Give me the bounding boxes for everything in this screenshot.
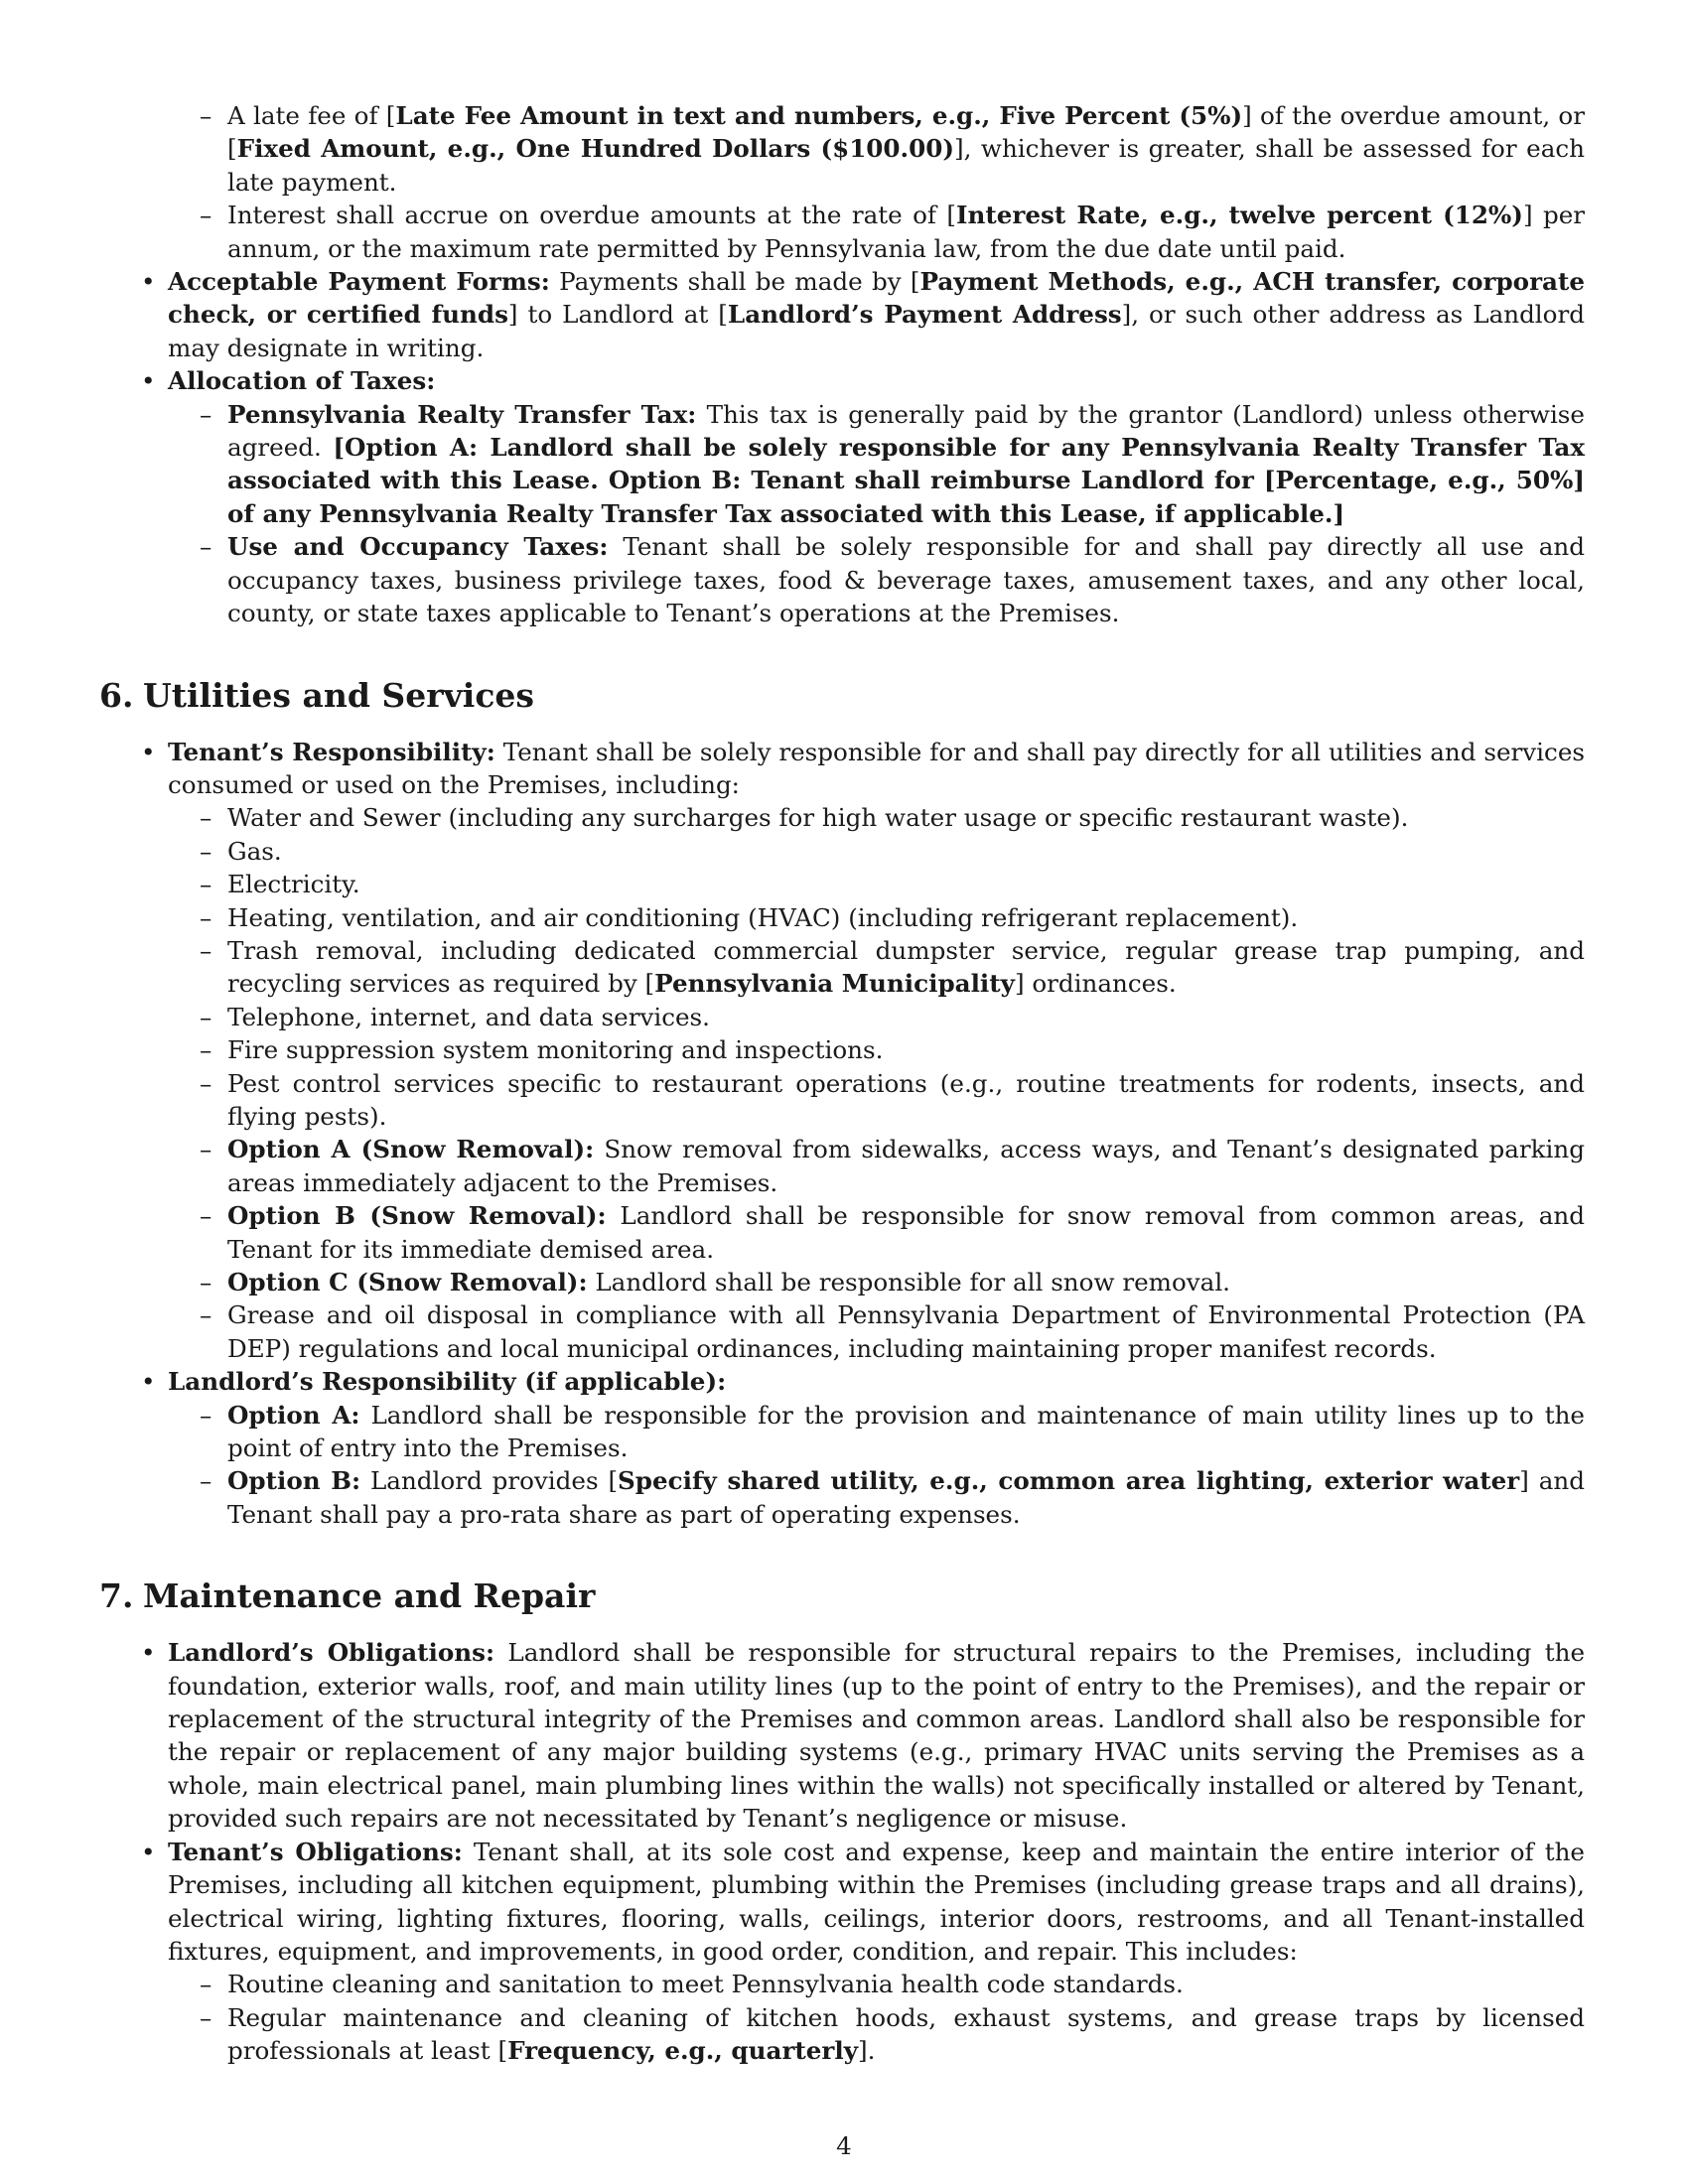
landlord-utilities-sublist	[0, 1399, 1688, 1532]
list-item: – Option B: Landlord provides [Specify shared utility, e.g., common area lighting, exterior water] and Tenant shall pay a pro-rata share as part of operating expenses.	[227, 1464, 1585, 1531]
tenant-responsibility-item: • Tenant’s Responsibility: Tenant shall be solely responsible for and shall pay directly for all utilities and services consumed or used on the Premises, including:	[168, 736, 1585, 802]
list-item: – Option B (Snow Removal): Landlord shall be responsible for snow removal from common areas, and Tenant for its immediate demised area.	[227, 1199, 1585, 1266]
transfer-tax-item: – Pennsylvania Realty Transfer Tax: This tax is generally paid by the grantor (Landlord) unless otherwise agreed. [Option A: Landlord shall be solely responsible for any Pennsylvania Realty Transfer Tax associated with this Lease. Option B: Tenant shall reimburse Landlord for [Percentage, e.g., 50%] of any Pennsylvania Realty Transfer Tax associated with this Lease, if applicable.]	[227, 398, 1585, 531]
list-item: – Trash removal, including dedicated commercial dumpster service, regular grease trap pumping, and recycling services as required by [Pennsylvania Municipality] ordinances.	[227, 934, 1585, 1001]
list-item: – Telephone, internet, and data services.	[227, 1001, 1585, 1033]
use-occupancy-tax-item: – Use and Occupancy Taxes: Tenant shall be solely responsible for and shall pay directly all use and occupancy taxes, business privilege taxes, food & beverage taxes, amusement taxes, and any other local, county, or state taxes applicable to Tenant’s operations at the Premises.	[227, 530, 1585, 629]
list-item: – Routine cleaning and sanitation to meet Pennsylvania health code standards.	[227, 1968, 1585, 2000]
landlord-responsibility-item: • Landlord’s Responsibility (if applicable):	[168, 1365, 1585, 1398]
list-item: – Option A (Snow Removal): Snow removal from sidewalks, access ways, and Tenant’s designated parking areas immediately adjacent to the Premises.	[227, 1133, 1585, 1199]
list-item: – Electricity.	[227, 868, 1585, 900]
payment-tax-list	[0, 265, 1688, 398]
section-7-list	[0, 1636, 1688, 1968]
list-item: – Grease and oil disposal in compliance with all Pennsylvania Department of Environmental Protection (PA DEP) regulations and local municipal ordinances, including maintaining proper manifest records.	[227, 1298, 1585, 1365]
list-item: – Heating, ventilation, and air conditioning (HVAC) (including refrigerant replacement).	[227, 901, 1585, 934]
late-fee-item: – A late fee of [Late Fee Amount in text and numbers, e.g., Five Percent (5%)] of the overdue amount, or [Fixed Amount, e.g., One Hundred Dollars ($100.00)], whichever is greater, shall be assessed for each late payment.	[227, 99, 1585, 199]
section-6-list	[0, 736, 1688, 802]
taxes-sublist	[0, 398, 1688, 630]
list-item: – Pest control services specific to restaurant operations (e.g., routine treatments for rodents, insects, and flying pests).	[227, 1067, 1585, 1134]
list-item: – Water and Sewer (including any surcharges for high water usage or specific restaurant waste).	[227, 801, 1585, 834]
list-item: – Regular maintenance and cleaning of kitchen hoods, exhaust systems, and grease traps by licensed professionals at least [Frequency, e.g., quarterly].	[227, 2001, 1585, 2068]
list-item: – Fire suppression system monitoring and inspections.	[227, 1033, 1585, 1066]
landlord-obligations-item: • Landlord’s Obligations: Landlord shall be responsible for structural repairs to the Premises, including the foundation, exterior walls, roof, and main utility lines (up to the point of entry to the Premises), and the repair or replacement of the structural integrity of the Premises and common areas. Landlord shall also be responsible for the repair or replacement of any major building systems (e.g., primary HVAC units serving the Premises as a whole, main electrical panel, main plumbing lines within the walls) not specifically installed or altered by Tenant, provided such repairs are not necessitated by Tenant’s negligence or misuse.	[168, 1636, 1585, 1835]
list-item: – Option A: Landlord shall be responsible for the provision and maintenance of main utility lines up to the point of entry into the Premises.	[227, 1399, 1585, 1465]
list-item: – Gas.	[227, 835, 1585, 868]
tenant-utilities-sublist	[0, 801, 1688, 1365]
list-item: – Option C (Snow Removal): Landlord shall be responsible for all snow removal.	[227, 1266, 1585, 1298]
payment-terms-sublist	[0, 99, 1688, 265]
payment-forms-item: • Acceptable Payment Forms: Payments shall be made by [Payment Methods, e.g., ACH transfer, corporate check, or certified funds] to Landlord at [Landlord’s Payment Address], or such other address as Landlord may designate in writing.	[168, 265, 1585, 364]
section-6-heading: 6. Utilities and Services	[99, 675, 535, 715]
section-7-heading: 7. Maintenance and Repair	[99, 1576, 596, 1616]
tenant-obligations-item: • Tenant’s Obligations: Tenant shall, at its sole cost and expense, keep and maintain the entire interior of the Premises, including all kitchen equipment, plumbing within the Premises (including grease traps and all drains), electrical wiring, lighting fixtures, flooring, walls, ceilings, interior doors, restrooms, and all Tenant-installed fixtures, equipment, and improvements, in good order, condition, and repair. This includes:	[168, 1836, 1585, 1969]
page-number: 4	[836, 2131, 852, 2160]
tenant-obligations-sublist	[0, 1968, 1688, 2067]
allocation-of-taxes-item: • Allocation of Taxes:	[168, 364, 1585, 397]
interest-item: – Interest shall accrue on overdue amounts at the rate of [Interest Rate, e.g., twelve percent (12%)] per annum, or the maximum rate permitted by Pennsylvania law, from the due date until paid.	[227, 199, 1585, 265]
section-6-list-cont	[0, 1365, 1688, 1398]
document-page	[0, 99, 1688, 2068]
